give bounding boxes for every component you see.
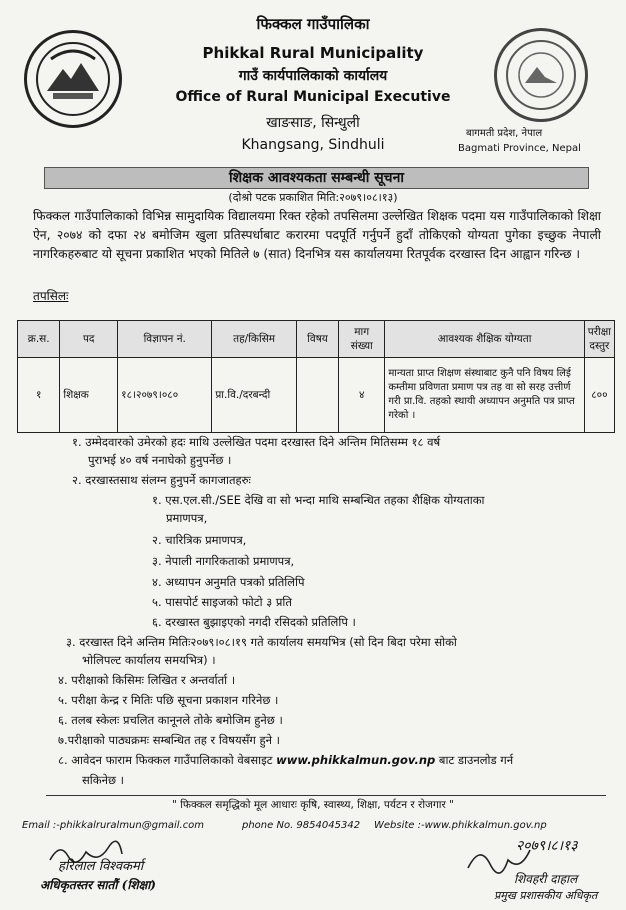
col-qualification: आवश्यक शैक्षिक योग्यता bbox=[385, 321, 584, 358]
doc-item-2: २. चारित्रिक प्रमाणपत्र, bbox=[152, 533, 247, 547]
doc-item-3: ३. नेपाली नागरिकताको प्रमाणपत्र, bbox=[152, 554, 295, 568]
right-signatory-title: प्रमुख प्रशासकीय अधिकृत bbox=[494, 889, 598, 902]
doc-item-6: ६. दरखास्त बुझाइएको नगदी रसिदको प्रतिलिपि । bbox=[152, 615, 356, 629]
application-form-text: ८. आवेदन फाराम फिक्कल गाउँपालिकाको वेबसाइट bbox=[58, 753, 273, 767]
doc-item-5: ५. पासपोर्ट साइजको फोटो ३ प्रति bbox=[152, 595, 292, 609]
notice-subtitle: (दोश्रो पटक प्रकाशित मिति:२०७९।०८।१३) bbox=[228, 191, 398, 204]
item-age-limit: १. उम्मेदवारको उमेरको हदः माथि उल्लेखित पदमा दरखास्त दिने अन्तिम मितिसम्म १८ वर्ष bbox=[72, 435, 441, 449]
col-fee: परीक्षा दस्तुर bbox=[584, 321, 614, 358]
left-signatory-name: हरिलाल विश्वकर्मा bbox=[58, 859, 144, 874]
motto: " फिक्कल समृद्धिको मूल आधारः कृषि, स्वास्थ्य, शिक्षा, पर्यटन र रोजगार " bbox=[172, 799, 454, 811]
col-post: पद bbox=[60, 321, 118, 358]
location-np: खाङसाङ, सिन्धुली bbox=[266, 115, 360, 131]
right-signatory-name: शिवहरी दाहाल bbox=[514, 872, 578, 886]
cell-post: शिक्षक bbox=[60, 358, 118, 433]
cell-qualification: मान्यता प्राप्त शिक्षण संस्थाबाट कुनै पनि विषय लिई कम्तीमा प्रविणता प्रमाण पत्र तह वा सो सरह उत्तीर्ण गरी प्रा.वि. तहको स्थायी अध्यापन अनुमति पत्र प्राप्त गरेको । bbox=[385, 358, 584, 433]
footer-website[interactable]: Website :-www.phikkalmun.gov.np bbox=[374, 820, 547, 831]
office-name-en: Office of Rural Municipal Executive bbox=[175, 89, 451, 105]
doc-item-1-cont: प्रमाणपत्र, bbox=[166, 511, 208, 525]
province-en: Bagmati Province, Nepal bbox=[458, 143, 581, 154]
tapsil-label: तपसिलः bbox=[33, 289, 69, 303]
notice-title: शिक्षक आवश्यकता सम्बन्धी सूचना bbox=[44, 167, 589, 189]
table-row bbox=[18, 358, 615, 433]
notice-body: फिक्कल गाउँपालिकाको विभिन्न सामुदायिक विद्यालयमा रिक्त रहेको तपसिलमा उल्लेखित शिक्षक पदमा यस गाउँपालिकाको शिक्षा ऐन, २०७४ को दफा २४ बमोजिम खुला प्रतिस्पर्धाबाट करारमा पदपूर्ति गर्नुपर्ने हुदाँ तोकिएको योग्यता पुगेका इच्छुक नेपाली नागरिकहरुबाट यो सूचना प्रकाशित भएको मितिले ७ (सात) दिनभित्र यस कार्यालयमा रितपूर्वक दरखास्त दिन आह्वान गरिन्छ । bbox=[33, 209, 601, 261]
item-deadline: ३. दरखास्त दिने अन्तिम मितिः२०७९।०८।१९ गते कार्यालय समयभित्र (सो दिन बिदा परेमा सोको bbox=[66, 635, 457, 649]
item-exam-type: ४. परीक्षाको किसिमः लिखित र अन्तर्वार्ता । bbox=[58, 673, 236, 687]
item-salary: ६. तलब स्केलः प्रचलित कानूनले तोके बमोजिम हुनेछ । bbox=[58, 713, 283, 727]
website-link[interactable]: www.phikkalmun.gov.np bbox=[276, 753, 436, 767]
item-syllabus: ७.परीक्षाको पाठ्यक्रमः सम्बन्धित तह र विषयसँग हुने । bbox=[58, 733, 281, 747]
municipality-name-np: फिक्कल गाउँपालिका bbox=[256, 15, 370, 33]
footer-phone: phone No. 9854045342 bbox=[242, 820, 361, 831]
col-subject: विषय bbox=[296, 321, 338, 358]
item-deadline-cont: भोलिपल्ट कार्यालय समयभित्र) । bbox=[82, 653, 216, 667]
col-level: तह/किसिम bbox=[212, 321, 297, 358]
cell-serial: १ bbox=[18, 358, 60, 433]
col-advert-no: विज्ञापन नं. bbox=[118, 321, 212, 358]
office-name-np: गाउँ कार्यपालिकाको कार्यालय bbox=[238, 68, 388, 84]
cell-level: प्रा.वि./दरबन्दी bbox=[212, 358, 297, 433]
cell-fee: ८०० bbox=[584, 358, 614, 433]
item-application-form-cont: सकिनेछ । bbox=[82, 773, 125, 787]
cell-demand: ४ bbox=[339, 358, 385, 433]
footer-email[interactable]: Email :-phikkalruralmun@gmail.com bbox=[22, 820, 205, 831]
item-exam-center: ५. परीक्षा केन्द्र र मितिः पछि सूचना प्रकाशन गरिनेछ । bbox=[58, 693, 279, 707]
item-application-form bbox=[58, 750, 513, 770]
left-signatory-title: अधिकृतस्तर सातौं (शिक्षा) bbox=[40, 878, 156, 892]
footer-divider bbox=[46, 795, 606, 796]
location-en: Khangsang, Sindhuli bbox=[241, 137, 385, 153]
vacancy-table bbox=[17, 320, 615, 433]
col-serial: क्र.स. bbox=[18, 321, 60, 358]
application-form-text-end: बाट डाउनलोड गर्न bbox=[438, 753, 514, 767]
doc-item-4: ४. अध्यापन अनुमति पत्रको प्रतिलिपि bbox=[152, 575, 305, 589]
col-demand: माग संख्या bbox=[339, 321, 385, 358]
municipality-logo-icon bbox=[494, 28, 588, 122]
item-documents: २. दरखास्तसाथ संलग्न हुनुपर्ने कागजातहरुः bbox=[72, 473, 251, 487]
item-age-limit-cont: पुराभई ४० वर्ष ननाघेको हुनुपर्नेछ । bbox=[88, 453, 232, 467]
cell-subject bbox=[296, 358, 338, 433]
doc-item-1: १. एस.एल.सी./SEE देखि वा सो भन्दा माथि सम्बन्धित तहका शैक्षिक योग्यताका bbox=[152, 493, 485, 507]
right-signature-date: २०७९।८।१३ bbox=[516, 838, 578, 854]
cell-advert-no: १८।२०७९।०८० bbox=[118, 358, 212, 433]
municipality-name-en: Phikkal Rural Municipality bbox=[202, 44, 424, 62]
province-np: बागमती प्रदेश, नेपाल bbox=[466, 128, 543, 139]
table-header-row bbox=[18, 321, 615, 358]
